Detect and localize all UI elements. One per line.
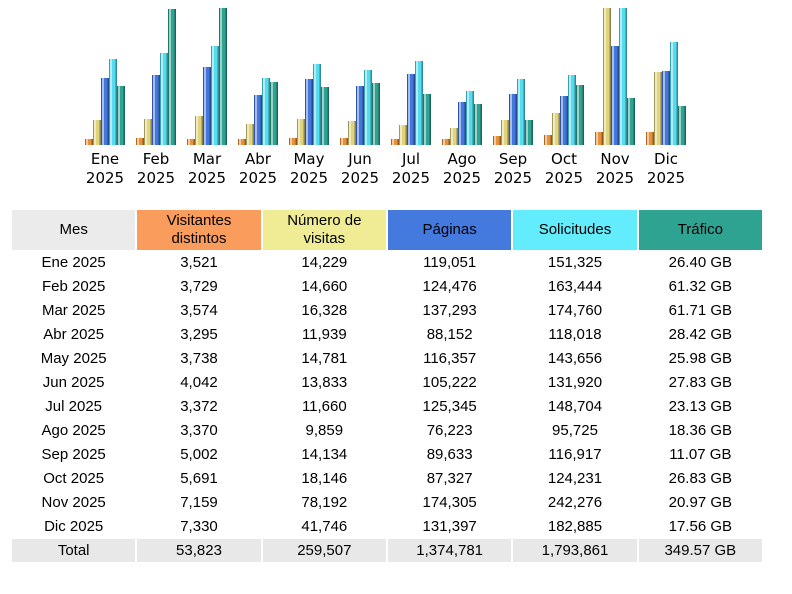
table-row-oct-2025 [12,467,762,490]
value-cell: 28.42 GB [639,323,762,346]
stats-table [10,209,764,563]
month-group-mar-2025 [187,8,227,188]
bar-trafico-gb-feb-2025 [168,9,176,145]
month-axis-label: Oct 2025 [544,150,584,187]
monthly-summary-table-wrap [10,209,792,563]
table-row-ago-2025 [12,419,762,442]
bar-paginas-oct-2025 [560,96,568,145]
bar-trafico-gb-ene-2025 [117,86,125,145]
bar-solicitudes-nov-2025 [619,8,627,145]
month-group-jun-2025 [340,8,380,188]
month-group-nov-2025 [595,8,635,188]
value-cell: 87,327 [388,467,511,490]
value-cell: 11.07 GB [639,443,762,466]
bar-cluster [391,8,431,145]
month-group-jul-2025 [391,8,431,188]
month-axis-label: Jul 2025 [391,150,431,187]
table-row-mar-2025 [12,299,762,322]
bar-paginas-abr-2025 [254,95,262,145]
value-cell: 95,725 [513,419,636,442]
bar-cluster [340,8,380,145]
value-cell: 105,222 [388,371,511,394]
bar-cluster [646,8,686,145]
month-cell: Feb 2025 [12,275,135,298]
bar-paginas-dic-2025 [662,71,670,145]
bar-trafico-gb-jun-2025 [372,83,380,145]
total-value-cell: 349.57 GB [639,539,762,562]
value-cell: 26.40 GB [639,251,762,274]
monthly-summary-bar-chart [0,0,792,188]
month-axis-label: May 2025 [289,150,329,187]
value-cell: 5,002 [137,443,260,466]
bar-trafico-gb-abr-2025 [270,82,278,145]
bar-solicitudes-ago-2025 [466,91,474,145]
month-cell: Abr 2025 [12,323,135,346]
bar-numero-de-visitas-dic-2025 [654,72,662,145]
bar-numero-de-visitas-ene-2025 [93,120,101,145]
table-row-feb-2025 [12,275,762,298]
value-cell: 124,476 [388,275,511,298]
value-cell: 18,146 [263,467,386,490]
value-cell: 143,656 [513,347,636,370]
value-cell: 13,833 [263,371,386,394]
bar-visitantes-distintos-mar-2025 [187,139,195,145]
table-total-row [12,539,762,562]
bar-cluster [289,8,329,145]
bar-solicitudes-jun-2025 [364,70,372,145]
bar-solicitudes-mar-2025 [211,46,219,145]
value-cell: 7,330 [137,515,260,538]
bar-numero-de-visitas-nov-2025 [603,8,611,145]
month-group-feb-2025 [136,8,176,188]
month-cell: Mar 2025 [12,299,135,322]
bar-visitantes-distintos-ene-2025 [85,139,93,145]
bar-trafico-gb-may-2025 [321,87,329,145]
bar-solicitudes-oct-2025 [568,75,576,145]
total-value-cell: 53,823 [137,539,260,562]
bar-cluster [136,8,176,145]
bar-paginas-sep-2025 [509,94,517,145]
bar-paginas-jul-2025 [407,74,415,145]
bar-visitantes-distintos-may-2025 [289,138,297,145]
value-cell: 88,152 [388,323,511,346]
header-cell-solicitudes: Solicitudes [513,210,636,250]
bar-visitantes-distintos-nov-2025 [595,132,603,145]
bar-visitantes-distintos-jun-2025 [340,138,348,145]
value-cell: 11,939 [263,323,386,346]
value-cell: 118,018 [513,323,636,346]
value-cell: 18.36 GB [639,419,762,442]
month-axis-label: Jun 2025 [340,150,380,187]
month-axis-label: Abr 2025 [238,150,278,187]
bar-solicitudes-ene-2025 [109,59,117,145]
bar-numero-de-visitas-jul-2025 [399,125,407,145]
bar-numero-de-visitas-mar-2025 [195,116,203,145]
bar-cluster [544,8,584,145]
header-cell-trafico: Tráfico [639,210,762,250]
month-group-sep-2025 [493,8,533,188]
bar-visitantes-distintos-feb-2025 [136,138,144,145]
value-cell: 3,574 [137,299,260,322]
month-cell: Ene 2025 [12,251,135,274]
month-axis-label: Ago 2025 [442,150,482,187]
bar-numero-de-visitas-jun-2025 [348,121,356,145]
month-cell: Dic 2025 [12,515,135,538]
header-cell-paginas: Páginas [388,210,511,250]
table-row-dic-2025 [12,515,762,538]
value-cell: 119,051 [388,251,511,274]
value-cell: 125,345 [388,395,511,418]
month-cell: Jun 2025 [12,371,135,394]
total-value-cell: 1,374,781 [388,539,511,562]
bar-numero-de-visitas-ago-2025 [450,128,458,145]
bar-numero-de-visitas-sep-2025 [501,120,509,145]
value-cell: 3,729 [137,275,260,298]
month-axis-label: Sep 2025 [493,150,533,187]
value-cell: 3,295 [137,323,260,346]
header-cell-visitantes-distintos: Visitantes distintos [137,210,260,250]
value-cell: 163,444 [513,275,636,298]
bar-cluster [595,8,635,145]
value-cell: 9,859 [263,419,386,442]
value-cell: 174,305 [388,491,511,514]
bar-cluster [493,8,533,145]
bar-visitantes-distintos-oct-2025 [544,135,552,145]
value-cell: 14,134 [263,443,386,466]
value-cell: 23.13 GB [639,395,762,418]
table-row-sep-2025 [12,443,762,466]
bar-trafico-gb-oct-2025 [576,85,584,145]
bar-trafico-gb-mar-2025 [219,8,227,145]
bar-paginas-mar-2025 [203,67,211,145]
bar-paginas-may-2025 [305,79,313,145]
table-row-may-2025 [12,347,762,370]
bar-visitantes-distintos-dic-2025 [646,132,654,145]
total-value-cell: 1,793,861 [513,539,636,562]
stats-table-head [12,210,762,250]
value-cell: 242,276 [513,491,636,514]
month-axis-label: Mar 2025 [187,150,227,187]
total-value-cell: 259,507 [263,539,386,562]
value-cell: 5,691 [137,467,260,490]
value-cell: 182,885 [513,515,636,538]
bar-visitantes-distintos-abr-2025 [238,139,246,145]
bar-cluster [187,8,227,145]
bar-cluster [85,8,125,145]
bar-solicitudes-may-2025 [313,64,321,145]
value-cell: 25.98 GB [639,347,762,370]
bar-trafico-gb-jul-2025 [423,94,431,145]
value-cell: 41,746 [263,515,386,538]
month-group-may-2025 [289,8,329,188]
value-cell: 61.32 GB [639,275,762,298]
bar-solicitudes-sep-2025 [517,79,525,145]
value-cell: 116,917 [513,443,636,466]
month-cell: May 2025 [12,347,135,370]
bar-solicitudes-feb-2025 [160,53,168,145]
month-axis-label: Nov 2025 [595,150,635,187]
month-axis-label: Ene 2025 [85,150,125,187]
header-cell-numero-de-visitas: Número de visitas [263,210,386,250]
month-axis-label: Feb 2025 [136,150,176,187]
bar-paginas-nov-2025 [611,46,619,145]
bar-cluster [442,8,482,145]
total-label-cell: Total [12,539,135,562]
bar-solicitudes-abr-2025 [262,78,270,145]
value-cell: 3,521 [137,251,260,274]
bar-visitantes-distintos-sep-2025 [493,136,501,145]
value-cell: 11,660 [263,395,386,418]
value-cell: 17.56 GB [639,515,762,538]
header-cell-mes: Mes [12,210,135,250]
bar-numero-de-visitas-abr-2025 [246,124,254,145]
bar-trafico-gb-sep-2025 [525,120,533,145]
bar-trafico-gb-dic-2025 [678,106,686,145]
month-group-ene-2025 [85,8,125,188]
bar-visitantes-distintos-jul-2025 [391,139,399,145]
table-row-jun-2025 [12,371,762,394]
table-row-jul-2025 [12,395,762,418]
stats-table-body [12,251,762,562]
value-cell: 14,660 [263,275,386,298]
table-header-row [12,210,762,250]
value-cell: 7,159 [137,491,260,514]
month-group-ago-2025 [442,8,482,188]
bar-visitantes-distintos-ago-2025 [442,139,450,145]
month-cell: Ago 2025 [12,419,135,442]
value-cell: 89,633 [388,443,511,466]
value-cell: 174,760 [513,299,636,322]
bar-solicitudes-jul-2025 [415,61,423,145]
value-cell: 20.97 GB [639,491,762,514]
value-cell: 131,397 [388,515,511,538]
value-cell: 148,704 [513,395,636,418]
bar-numero-de-visitas-may-2025 [297,119,305,145]
value-cell: 61.71 GB [639,299,762,322]
month-cell: Oct 2025 [12,467,135,490]
value-cell: 3,738 [137,347,260,370]
value-cell: 116,357 [388,347,511,370]
month-cell: Jul 2025 [12,395,135,418]
bar-trafico-gb-ago-2025 [474,104,482,145]
bar-paginas-ago-2025 [458,102,466,145]
table-row-nov-2025 [12,491,762,514]
value-cell: 151,325 [513,251,636,274]
value-cell: 124,231 [513,467,636,490]
bar-cluster [238,8,278,145]
value-cell: 26.83 GB [639,467,762,490]
value-cell: 3,370 [137,419,260,442]
bar-numero-de-visitas-feb-2025 [144,119,152,145]
value-cell: 78,192 [263,491,386,514]
month-group-abr-2025 [238,8,278,188]
value-cell: 27.83 GB [639,371,762,394]
value-cell: 131,920 [513,371,636,394]
month-group-dic-2025 [646,8,686,188]
value-cell: 137,293 [388,299,511,322]
month-group-oct-2025 [544,8,584,188]
bar-paginas-feb-2025 [152,75,160,145]
table-row-abr-2025 [12,323,762,346]
value-cell: 16,328 [263,299,386,322]
bar-solicitudes-dic-2025 [670,42,678,145]
value-cell: 4,042 [137,371,260,394]
bar-trafico-gb-nov-2025 [627,98,635,145]
month-axis-label: Dic 2025 [646,150,686,187]
bar-paginas-jun-2025 [356,86,364,145]
month-cell: Sep 2025 [12,443,135,466]
bar-paginas-ene-2025 [101,78,109,145]
month-cell: Nov 2025 [12,491,135,514]
bar-numero-de-visitas-oct-2025 [552,113,560,145]
table-row-ene-2025 [12,251,762,274]
value-cell: 3,372 [137,395,260,418]
value-cell: 76,223 [388,419,511,442]
value-cell: 14,781 [263,347,386,370]
value-cell: 14,229 [263,251,386,274]
